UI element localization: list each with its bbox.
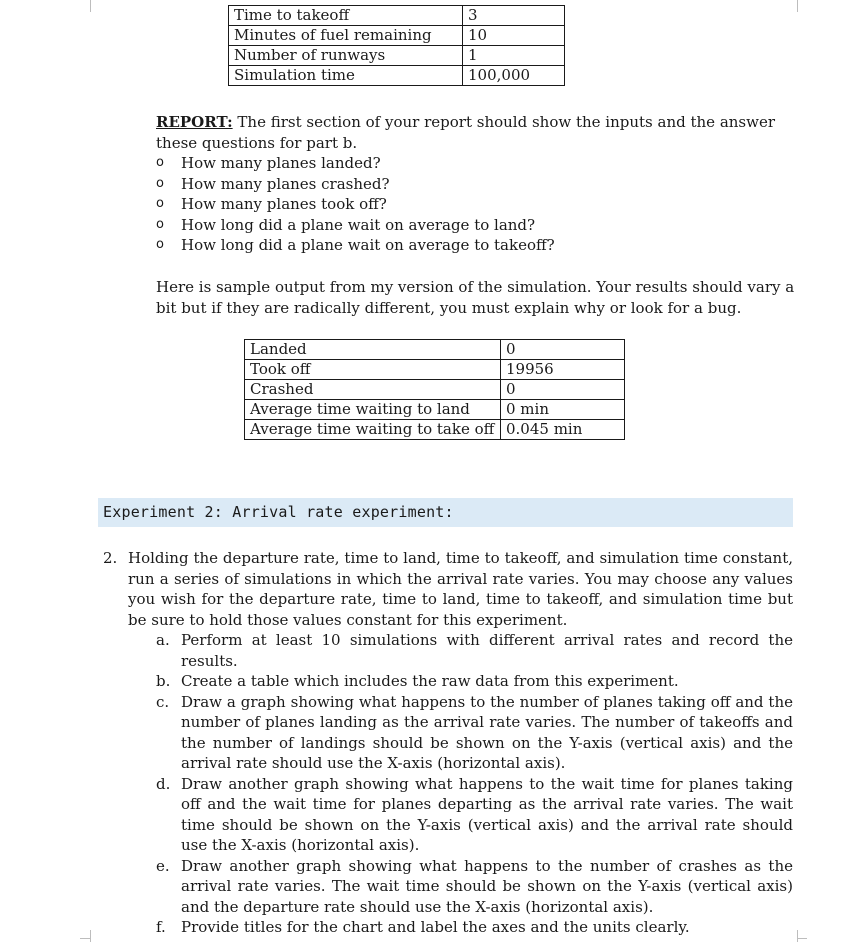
list-item [156, 774, 793, 856]
list-item: o How long did a plane wait on average to takeoff? [156, 235, 796, 256]
sample-output-paragraph: Here is sample output from my version of the simulation. Your results should vary a bit but if they are radically different, you must explain why or look for a bug. [156, 278, 795, 317]
page-corner-mark [90, 930, 103, 942]
item-text: Provide titles for the chart and label the axes and the units clearly. [181, 918, 690, 936]
item-text: Draw a graph showing what happens to the number of planes taking off and the number of planes landing as the arrival rate varies. The number of takeoffs and the number of landings should be shown on the Y-axis (vertical axis) and the arrival rate should use the X-axis (horizontal axis). [181, 692, 793, 772]
item-marker: f. [156, 918, 166, 936]
experiment-title: Experiment 2: Arrival rate experiment: [103, 503, 454, 521]
list-item [156, 917, 793, 938]
item-text: Create a table which includes the raw data from this experiment. [181, 672, 679, 690]
table-cell-label: Average time waiting to land [245, 400, 501, 420]
report-paragraph [156, 112, 796, 153]
table-cell-value: 0 [501, 340, 625, 360]
table-cell-value: 0 [501, 380, 625, 400]
table-cell-label: Simulation time [229, 66, 463, 86]
table-cell-label: Time to takeoff [229, 6, 463, 26]
table-cell-value: 100,000 [463, 66, 565, 86]
table-cell-label: Crashed [245, 380, 501, 400]
report-section [156, 112, 796, 256]
item-text: Draw another graph showing what happens to the wait time for planes taking off and the wait time for planes departing as the arrival rate varies. The wait time should be shown on the Y-axis (vertical axis) and the arrival rate should use the X-axis (horizontal axis). [181, 774, 793, 854]
sample-output-table [244, 339, 625, 440]
item-text: Draw another graph showing what happens to the number of crashes as the arrival rate varies. The wait time should be shown on the Y-axis (vertical axis) and the departure rate should use the X-axis (horizontal axis). [181, 856, 793, 916]
item-marker: d. [156, 774, 171, 793]
table-cell-value: 1 [463, 46, 565, 66]
list-item: o How many planes took off? [156, 194, 796, 215]
table-cell-value: 10 [463, 26, 565, 46]
list-item: o How long did a plane wait on average to land? [156, 215, 796, 236]
list-item: o How many planes crashed? [156, 174, 796, 195]
experiment-header [98, 498, 793, 527]
list-item [156, 856, 793, 918]
item-marker: b. [156, 672, 171, 690]
table-cell-value: 0.045 min [501, 420, 625, 440]
item-marker: a. [156, 631, 170, 649]
table-row [245, 400, 625, 420]
table-cell-value: 19956 [501, 360, 625, 380]
item-text: Perform at least 10 simulations with different arrival rates and record the results. [181, 631, 793, 670]
page-corner-mark [80, 938, 90, 939]
item-marker: e. [156, 856, 170, 875]
report-question-list [156, 153, 796, 256]
table-cell-value: 3 [463, 6, 565, 26]
report-heading: REPORT: [156, 113, 233, 131]
table-cell-label: Took off [245, 360, 501, 380]
list-item: o How many planes landed? [156, 153, 796, 174]
list-item [156, 671, 793, 692]
question-block [103, 548, 793, 938]
list-item [156, 692, 793, 774]
page-corner-mark [797, 938, 807, 939]
question-text: Holding the departure rate, time to land, time to takeoff, and simulation time constant, run a series of simulations in which the arrival rate varies. You may choose any values you wish for the departure rate, time to land, time to takeoff, and simulation time but be sure to hold those values constant for this experiment. [128, 549, 793, 629]
table-cell-value: 0 min [501, 400, 625, 420]
table-row [245, 380, 625, 400]
table-cell-label: Landed [245, 340, 501, 360]
list-item [156, 630, 793, 671]
report-intro: The first section of your report should show the inputs and the answer these questions for part b. [156, 113, 776, 152]
table-row [229, 6, 565, 26]
question-subitems [156, 630, 793, 938]
page-corner-mark [90, 0, 103, 12]
table-row [245, 420, 625, 440]
table-cell-label: Minutes of fuel remaining [229, 26, 463, 46]
input-parameters-table [228, 5, 565, 86]
table-row [229, 46, 565, 66]
table-cell-label: Average time waiting to take off [245, 420, 501, 440]
table-row [229, 66, 565, 86]
table-cell-label: Number of runways [229, 46, 463, 66]
question-number: 2. [103, 549, 118, 567]
item-marker: c. [156, 692, 170, 711]
table-row [245, 340, 625, 360]
page-corner-mark [785, 0, 798, 12]
table-row [229, 26, 565, 46]
table-row [245, 360, 625, 380]
